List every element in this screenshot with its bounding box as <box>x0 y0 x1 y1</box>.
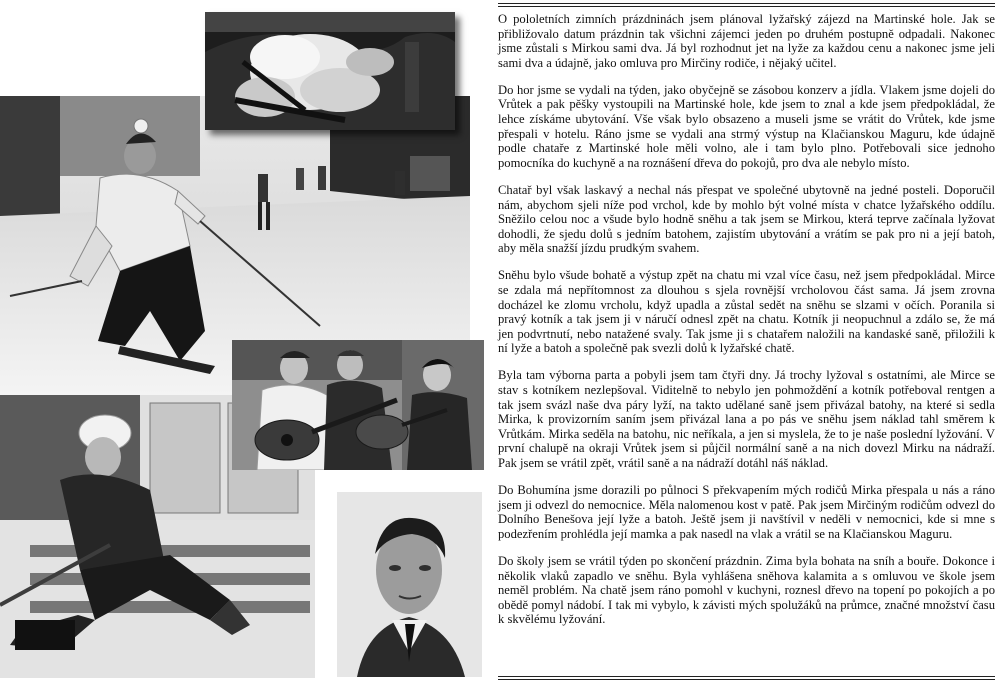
skier-fall-photo <box>205 12 455 130</box>
article-body <box>498 12 995 639</box>
article-paragraph-3: Chatař byl však laskavý a nechal nás přespat ve společné ubytovně na jedné posteli. Doporučil nám, abychom sjeli níže pod vrchol, kde by mohlo být volné místa v chatce lyžařského oddílu. Sněžilo celou noc a všude bylo hodně sněhu a tak jsem se Mirkou, která teprve začínala lyžovat dohodli, že sjedu dolů s jedním batohem, zajistím ubytování a vrátím se pak pro ni a její batoh, aby měla snažší jízdu prudkým svahem. <box>498 182 995 256</box>
man-portrait-photo <box>337 492 482 677</box>
article-paragraph-4: Sněhu bylo všude bohatě a výstup zpět na chatu mi vzal více času, než jsem předpokládal. Mirce se zdala má nepřítomnost za dlouhou s sjela rovnější vrcholovou část sama. Já jsem zrovna docházel ke zlomu vrcholu, když upadla a zůstal sedět na sněhu se slzami v očích. Poranila si pravý kotník a tak jsem ji v náručí odnesl zpět na chatu. Kotník ji neopuchnul a zdálo se, že má jen podvrtnutí, nebo natažené svaly. Tak jsme ji s chatařem naložili na kandaské saně, přiložili k ní lyže a batoh a společně pak svezli dolů k lyžařské chatě. <box>498 268 995 356</box>
top-double-rule <box>498 3 995 7</box>
text-column <box>498 0 998 682</box>
guitar-trio-photo-image <box>232 340 484 470</box>
man-portrait-photo-image <box>337 492 482 677</box>
skier-fall-photo-image <box>205 12 455 130</box>
article-paragraph-7: Do školy jsem se vrátil týden po skončení prázdnin. Zima byla bohata na sníh a bouře. Dokonce i několik vlaků zapadlo ve sněhu. Byla vyhlášena sněhova kalamita a s omluvou ve škole jsem neměl problém. Na chatě jsem ráno pomohl v kuchyni, roznesl dřevo na topení po pokojích a po obědě pomyl nádobí. I tak mi vybylo, k závisti mých spolužáků na průmce, značné množství času k skvělému lyžování. <box>498 554 995 627</box>
article-paragraph-5: Byla tam výborna parta a pobyli jsem tam čtyři dny. Já trochy lyžoval s ostatními, ale Mirce se stav s kotníkem nezlepšoval. Viditelně to nebylo jen pohmoždění a kotník potřeboval rentgen a tak jsem svázl naše dva páry lyží, na takto udělané saně jsem přivázal batohy, na které si sedla Mirka, k provizorním saním jsem přivázal lana a po pás ve sněhu jsem náklad tahl směrem k Vrůtkám. Mirka seděla na batohu, nic neříkala, a jen si myslela, že to je naše poslední lyžování. V první chalupě na okraji Vrůtek jsem si půjčil normální saně a na nich dovezl Mirku na nádraží. Pak jsem se vrátil zpět, vrátil saně a na nádraží dotáhl náš náklad. <box>498 368 995 471</box>
article-paragraph-2: Do hor jsme se vydali na týden, jako obyčejně se zásobou konzerv a jídla. Vlakem jsme dojeli do Vrůtek a pak pěšky vystoupili na Martinské hole, kde jsem to znal a kde jsem předpokládal, že lehce získáme ubytování. Vše však bylo obsazeno a museli jsme se vrátit do Vrůtek, kde jsme přespali v hotelu. Ráno jsme se vydali ana strmý výstup na Klačianskou Maguru, kde údajně podle chataře z Martinské hole měli volno, ale i tam bylo plno. Potřebovali sice jednoho pomocníka do kuchyně a na roznášení dřeva do pokojů, pro dva ale nebylo místo. <box>498 82 995 170</box>
bottom-double-rule <box>498 676 995 680</box>
guitar-trio-photo <box>232 340 484 470</box>
article-paragraph-6: Do Bohumína jsme dorazili po půlnoci S překvapením mých rodičů Mirka přespala u nás a ráno jsem ji odvezl do nemocnice. Měla nalomenou kost v patě. Pak jsem Mirčiným rodičům odvezl do Dolního Benešova její lyže a batoh. Ještě jsem ji navštívil v neděli v nemocnici, kde si mne s podezřením prohlédla její mamka a pak nasedl na vlak a vrátil se na Klačianskou Maguru. <box>498 483 995 541</box>
article-paragraph-1: O pololetních zimních prázdninách jsem plánoval lyžařský zájezd na Martinské hole. Jak se přibližovalo datum prázdnin tak všichni zájemci jeden po druhém postupně odpadali. Nakonec jsme zůstali s Mirkou sami dva. Já byl rozhodnut jet na lyže za každou cenu a nakonec jsme jeli sami dva a údajně, jako omluva pro Mirčiny rodiče, i nějaký učitel. <box>498 12 995 70</box>
